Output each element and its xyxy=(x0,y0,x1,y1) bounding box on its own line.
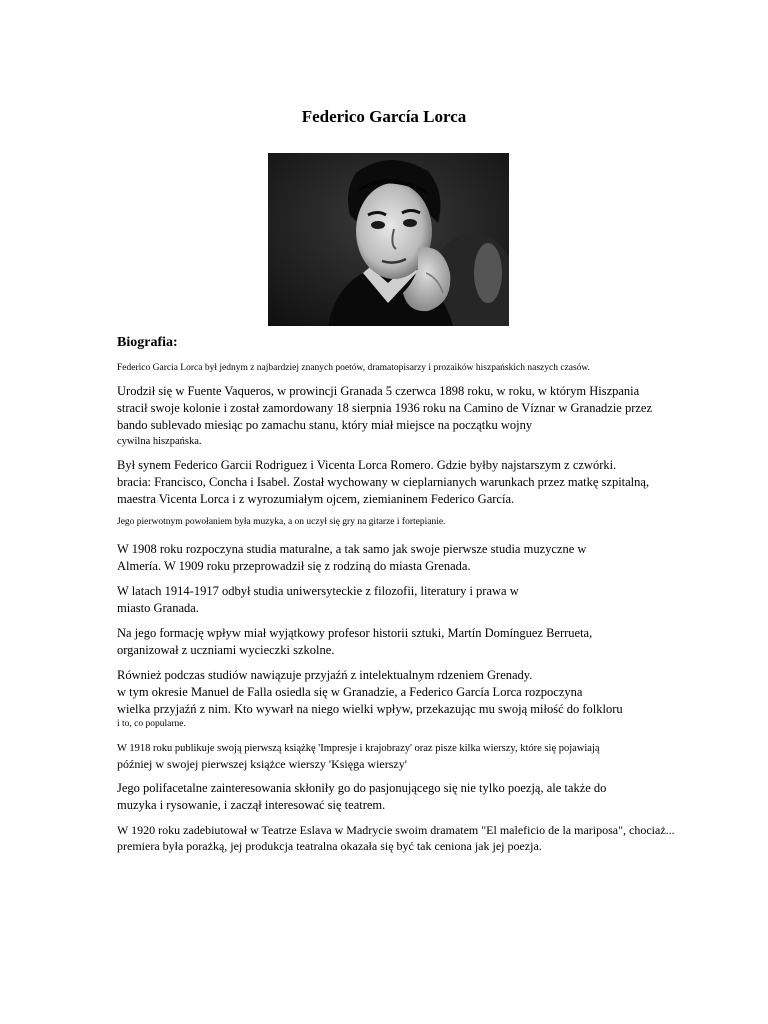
text-line: W 1920 roku zadebiutował w Teatrze Eslava w Madrycie swoim dramatem "El maleficio de la mariposa", chociaż... xyxy=(117,823,675,837)
text-line: muzyka i rysowanie, i zaczął interesować się teatrem. xyxy=(117,798,386,812)
text-line: Almería. W 1909 roku przeprowadził się z rodziną do miasta Grenada. xyxy=(117,559,471,573)
text-line: Federico Garcia Lorca był jednym z najbardziej znanych poetów, dramatopisarzy i prozaików hiszpańskich naszych czasów. xyxy=(117,363,591,373)
text-line: cywilna hiszpańska. xyxy=(117,436,202,447)
text-line: bracia: Francisco, Concha i Isabel. Został wychowany w cieplarnianych warunkach przez matkę szpitalną, xyxy=(117,475,650,489)
text-line: maestra Vicenta Lorca i z wyrozumiałym ojcem, ziemianinem Federico García. xyxy=(117,492,515,506)
paragraph-studies xyxy=(117,541,677,575)
text-line: Jego polifacetalne zainteresowania skłoniły go do pasjonującego się nie tylko poezją, ale także do xyxy=(117,781,607,795)
paragraph-birth xyxy=(117,383,677,449)
paragraph-friendship xyxy=(117,667,677,731)
text-line: premiera była porażką, jej produkcja teatralna okazała się być tak ceniona jak jej poezja. xyxy=(117,839,542,853)
text-line: Na jego formację wpływ miał wyjątkowy profesor historii sztuki, Martín Domínguez Berrueta, xyxy=(117,626,593,640)
text-line: stracił swoje kolonie i został zamordowany 18 sierpnia 1936 roku na Camino de Víznar w Granadzie przez xyxy=(117,401,653,415)
text-line: i to, co popularne. xyxy=(117,719,186,729)
paragraph-university xyxy=(117,583,677,617)
section-heading: Biografia: xyxy=(117,335,178,350)
text-line: miasto Granada. xyxy=(117,601,199,615)
paragraph-professor xyxy=(117,625,677,659)
paragraph-first-book xyxy=(117,741,677,772)
text-line: W latach 1914-1917 odbył studia uniwersyteckie z filozofii, literatury i prawa w xyxy=(117,584,519,598)
paragraph-intro xyxy=(117,362,677,375)
biography-section xyxy=(117,333,677,862)
paragraph-interests xyxy=(117,780,677,814)
paragraph-family xyxy=(117,457,677,508)
text-line: wielka przyjaźń z nim. Kto wywarł na niego wielki wpływ, przekazując mu swoją miłość do folkloru xyxy=(117,702,623,716)
paragraph-debut xyxy=(117,822,677,854)
text-line: później w swojej pierwszej książce wierszy 'Księga wierszy' xyxy=(117,757,407,771)
text-line: Jego pierwotnym powołaniem była muzyka, a on uczył się gry na gitarze i fortepianie. xyxy=(117,517,446,527)
text-line: Urodził się w Fuente Vaqueros, w prowincji Granada 5 czerwca 1898 roku, w roku, w którym Hiszpania xyxy=(117,384,640,398)
text-line: Również podczas studiów nawiązuje przyjaźń z intelektualnym rdzeniem Grenady. xyxy=(117,668,533,682)
page-title: Federico García Lorca xyxy=(301,107,467,126)
portrait-photo xyxy=(268,153,509,326)
text-line: W 1908 roku rozpoczyna studia maturalne, a tak samo jak swoje pierwsze studia muzyczne w xyxy=(117,542,587,556)
paragraph-music xyxy=(117,516,677,529)
text-line: Był synem Federico Garcii Rodriguez i Vicenta Lorca Romero. Gdzie byłby najstarszym z czwórki. xyxy=(117,458,617,472)
portrait-illustration xyxy=(268,153,509,326)
text-line: bando sublevado miesiąc po zamachu stanu, który miał miejsce na początku wojny xyxy=(117,418,533,432)
text-line: organizował z uczniami wycieczki szkolne. xyxy=(117,643,335,657)
text-line: W 1918 roku publikuje swoją pierwszą książkę 'Impresje i krajobrazy' oraz pisze kilka wierszy, które się pojawiają xyxy=(117,743,600,754)
text-line: w tym okresie Manuel de Falla osiedla się w Granadzie, a Federico García Lorca rozpoczyna xyxy=(117,685,583,699)
